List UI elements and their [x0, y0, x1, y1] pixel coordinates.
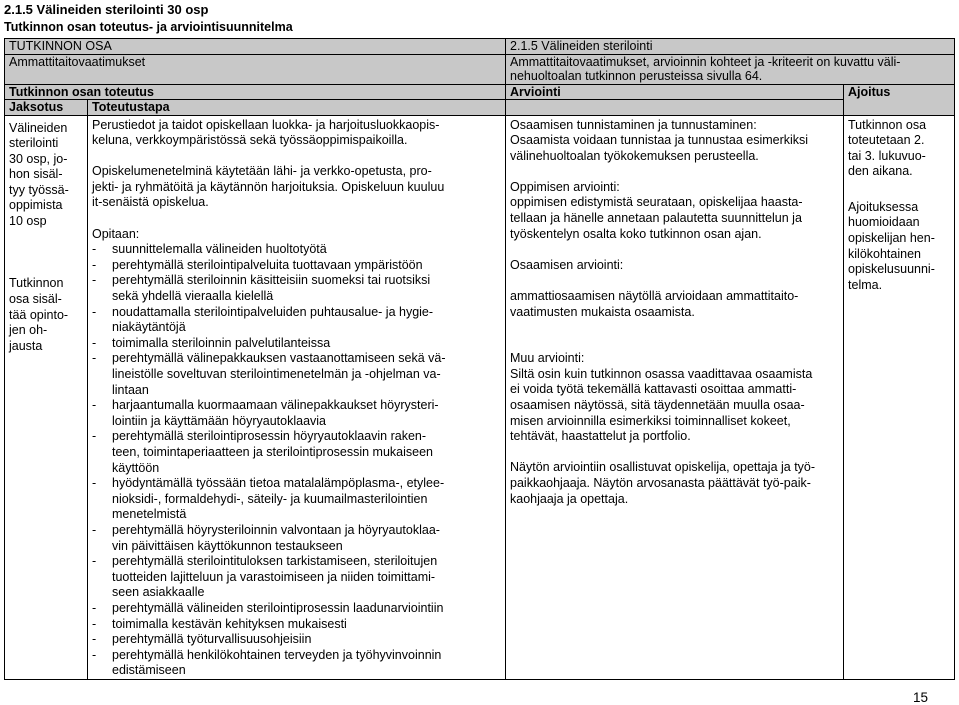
arviointi-line: Osaamista voidaan tunnistaa ja tunnustaa esimerkiksi — [510, 133, 809, 148]
list-item — [92, 617, 501, 633]
arviointi-line: tellaan ja hänelle annetaan palautetta suunnittelun ja — [510, 211, 802, 226]
list-item-line: lointiin ja käyttämään höyryautoklaavia — [112, 413, 327, 428]
list-item — [92, 632, 501, 648]
arviointi-cell — [506, 115, 844, 679]
list-item — [92, 258, 501, 274]
ajoitus-line: telma. — [848, 277, 883, 292]
methods-line: it-senäistä opiskelua. — [92, 195, 209, 210]
list-item — [92, 305, 501, 336]
requirements-line: nehuoltoalan tutkinnon perusteissa sivulla 64. — [510, 69, 763, 83]
ajoitus-line: Tutkinnon osa — [848, 117, 927, 132]
list-item — [92, 398, 501, 429]
arviointi-line: työskentelyn osalta koko tutkinnon osan ajan. — [510, 226, 762, 241]
opitaan-label: Opitaan: — [92, 226, 140, 241]
list-item-line: - toimimalla steriloinnin palvelutilanteissa — [112, 335, 331, 350]
jaksotus-line: tyy työssä- — [9, 182, 69, 197]
list-item — [92, 429, 501, 476]
list-item — [92, 351, 501, 398]
jaksotus-line: sterilointi — [9, 136, 59, 151]
arviointi-line: Siltä osin kuin tutkinnon osassa vaadittavaa osaamista — [510, 366, 813, 381]
arviointi-line: ammattiosaamisen näytöllä arvioidaan ammattitaito- — [510, 289, 799, 304]
list-item-line: vin päivittäisen käyttökunnon testaukseen — [112, 538, 343, 553]
ajoitus-line: huomioidaan — [848, 215, 920, 230]
osaamisen-arviointi — [510, 289, 839, 320]
requirements-line: Ammattitaitovaatimukset, arvioinnin kohteet ja -kriteerit on kuvattu väli- — [510, 54, 901, 69]
intro-line: keluna, verkkoympäristössä sekä työssäoppimispaikoilla. — [92, 133, 408, 148]
list-item-line: - perehtymällä välinepakkauksen vastaanottamiseen sekä vä- — [112, 351, 446, 366]
jaksotus-line: hon sisäl- — [9, 167, 63, 182]
list-item-line: - perehtymällä välineiden sterilointiprosessin laadunarviointiin — [112, 600, 444, 615]
jaksotus-line: Välineiden — [9, 120, 68, 135]
list-item — [92, 554, 501, 601]
jaksotus-line: oppimista — [9, 198, 63, 213]
arviointi-line: paikkaohjaaja. Näytön arvosanasta päättävät työ-paik- — [510, 475, 811, 490]
header-row-columns — [5, 84, 955, 100]
ajoitus-line: toteutetaan 2. — [848, 133, 925, 148]
content-row — [5, 115, 955, 679]
oppimisen-label: Oppimisen arviointi: — [510, 179, 620, 194]
list-item-line: lintaan — [112, 382, 149, 397]
jaksotus-line: Tutkinnon — [9, 276, 64, 291]
list-item-line: - noudattamalla sterilointipalveluiden puhtausalue- ja hygie- — [112, 304, 434, 319]
header-row-tutkinnon-osa — [5, 39, 955, 55]
arviointi-label: Arviointi — [506, 84, 844, 100]
page-number: 15 — [913, 690, 929, 705]
list-item-line: sekä yhdellä vieraalla kielellä — [112, 289, 274, 304]
list-item-line: - perehtymällä sterilointituloksen tarkistamiseen, steriloitujen — [112, 554, 438, 569]
arviointi-line: ei voida työtä tekemällä kattavasti osoittaa ammatti- — [510, 382, 797, 397]
toteutustapa-cell — [88, 115, 506, 679]
arviointi-line: Näytön arviointiin osallistuvat opiskelija, opettaja ja työ- — [510, 460, 816, 475]
list-item-line: nioksidi-, formaldehydi-, säteily- ja kuumailmasterilointien — [112, 491, 428, 506]
jaksotus-cell — [5, 115, 88, 679]
ajoitus-line: opiskelijan hen- — [848, 231, 935, 246]
list-item-line: - perehtymällä henkilökohtainen terveyden ja työhyvinvoinnin — [112, 647, 442, 662]
ammattitaitovaatimukset-value — [506, 54, 955, 84]
toteutus-intro — [92, 118, 501, 149]
list-item — [92, 601, 501, 617]
list-item-line: - harjaantumalla kuormaamaan välinepakkaukset höyrysteri- — [112, 398, 439, 413]
muu-arviointi — [510, 351, 839, 445]
list-item-line: - suunnittelemalla välineiden huoltotyötä — [112, 242, 327, 257]
osaamisen-arviointi-label: Osaamisen arviointi: — [510, 257, 624, 272]
list-item-line: - perehtymällä sterilointipalveluita tuottavaan ympäristöön — [112, 257, 423, 272]
list-item-line: menetelmistä — [112, 507, 187, 522]
jaksotus-line: osa sisäl- — [9, 292, 62, 307]
ammattitaitovaatimukset-label: Ammattitaitovaatimukset — [5, 54, 506, 84]
jaksotus-line: 10 osp — [9, 214, 47, 229]
naytot-arviointi — [510, 460, 839, 507]
list-item — [92, 336, 501, 352]
list-item-line: - perehtymällä steriloinnin käsitteisiin suomeksi tai ruotsiksi — [112, 273, 431, 288]
tutkinnon-osa-label: TUTKINNON OSA — [5, 39, 506, 55]
implementation-plan-table — [4, 38, 955, 680]
arviointi-line: välinehuoltoalan työkokemuksen perusteella. — [510, 148, 759, 163]
list-item — [92, 242, 501, 258]
methods-line: jekti- ja ryhmätöitä ja käytännön harjoituksia. Opiskeluun kuuluu — [92, 179, 445, 194]
opitaan-list — [92, 242, 501, 679]
arviointi-line: kaohjaaja ja opettaja. — [510, 491, 629, 506]
list-item-line: - toimimalla kestävän kehityksen mukaisesti — [112, 616, 347, 631]
ajoitus-line: den aikana. — [848, 164, 913, 179]
osaamisen-tunnistaminen — [510, 118, 839, 165]
plan-subheading: Tutkinnon osan toteutus- ja arviointisuunnitelma — [4, 20, 293, 34]
jaksotus-label: Jaksotus — [5, 100, 88, 116]
intro-line: Perustiedot ja taidot opiskellaan luokka- ja harjoitusluokkaopis- — [92, 117, 440, 132]
list-item-line: lineistölle soveltuvan sterilointimenetelmän ja -ohjelman va- — [112, 367, 441, 381]
arviointi-line: oppimisen edistymistä seurataan, opiskelijaa haasta- — [510, 195, 803, 210]
jaksotus-line — [9, 245, 83, 261]
jaksotus-line — [9, 230, 83, 246]
list-item-line: käyttöön — [112, 460, 160, 475]
arviointi-header-blank — [506, 100, 844, 116]
ajoitus-line: opiskelusuunni- — [848, 262, 935, 277]
arviointi-line: vaatimusten mukaista osaamista. — [510, 304, 695, 319]
toteutus-label: Tutkinnon osan toteutus — [5, 84, 506, 100]
ajoitus-note — [848, 200, 950, 294]
ajoitus-label: Ajoitus — [844, 84, 955, 115]
ajoitus-cell — [844, 115, 955, 679]
section-heading: 2.1.5 Välineiden sterilointi 30 osp — [4, 2, 209, 17]
list-item-line: - hyödyntämällä työssään tietoa matalalämpöplasma-, etylee- — [112, 476, 445, 491]
list-item — [92, 476, 501, 523]
ajoitus-line: Ajoituksessa — [848, 199, 919, 214]
arviointi-line: misen arvioinnilla esimerkiksi toiminnalliset kokeet, — [510, 413, 791, 428]
list-item-line: edistämiseen — [112, 663, 186, 678]
header-row-ammattitaitovaatimukset — [5, 54, 955, 84]
list-item-line: - perehtymällä sterilointiprosessin höyryautoklaavin raken- — [112, 429, 427, 444]
ajoitus-line: tai 3. lukuvuo- — [848, 148, 926, 163]
toteutus-methods — [92, 164, 501, 211]
methods-line: Opiskelumenetelminä käytetään lähi- ja verkko-opetusta, pro- — [92, 164, 432, 179]
list-item — [92, 648, 501, 679]
arviointi-line: osaamisen näytössä, sitä täydennetään muulla osaa- — [510, 398, 805, 412]
list-item-line: - perehtymällä höyrysteriloinnin valvontaan ja höyryautoklaa- — [112, 522, 440, 537]
jaksotus-line: jausta — [9, 338, 43, 353]
ajoitus-timing — [848, 118, 950, 180]
list-item-line: teen, toimintaperiaatteen ja sterilointiprosessin mukaiseen — [112, 444, 434, 459]
jaksotus-line: 30 osp, jo- — [9, 151, 68, 166]
list-item-line: niakäytäntöjä — [112, 320, 186, 335]
list-item-line: tuotteiden lajitteluun ja varastoimiseen ja niiden toimittami- — [112, 569, 436, 584]
jaksotus-line — [9, 261, 83, 277]
list-item — [92, 273, 501, 304]
jaksotus-lines — [9, 121, 83, 355]
list-item-line: seen asiakkaalle — [112, 585, 205, 600]
list-item-line: - perehtymällä työturvallisuusohjeisiin — [112, 632, 312, 647]
arviointi-line: tehtävät, haastattelut ja portfolio. — [510, 429, 691, 444]
tutkinnon-osa-value: 2.1.5 Välineiden sterilointi — [506, 39, 955, 55]
oppimisen-arviointi — [510, 180, 839, 242]
jaksotus-line: jen oh- — [9, 323, 48, 338]
osaamisen-label: Osaamisen tunnistaminen ja tunnustaminen: — [510, 117, 757, 132]
jaksotus-line: tää opinto- — [9, 307, 69, 322]
toteutustapa-label: Toteutustapa — [88, 100, 506, 116]
header-row-subcolumns — [5, 100, 955, 116]
ajoitus-line: kilökohtainen — [848, 246, 921, 261]
muu-label: Muu arviointi: — [510, 351, 585, 366]
list-item — [92, 523, 501, 554]
